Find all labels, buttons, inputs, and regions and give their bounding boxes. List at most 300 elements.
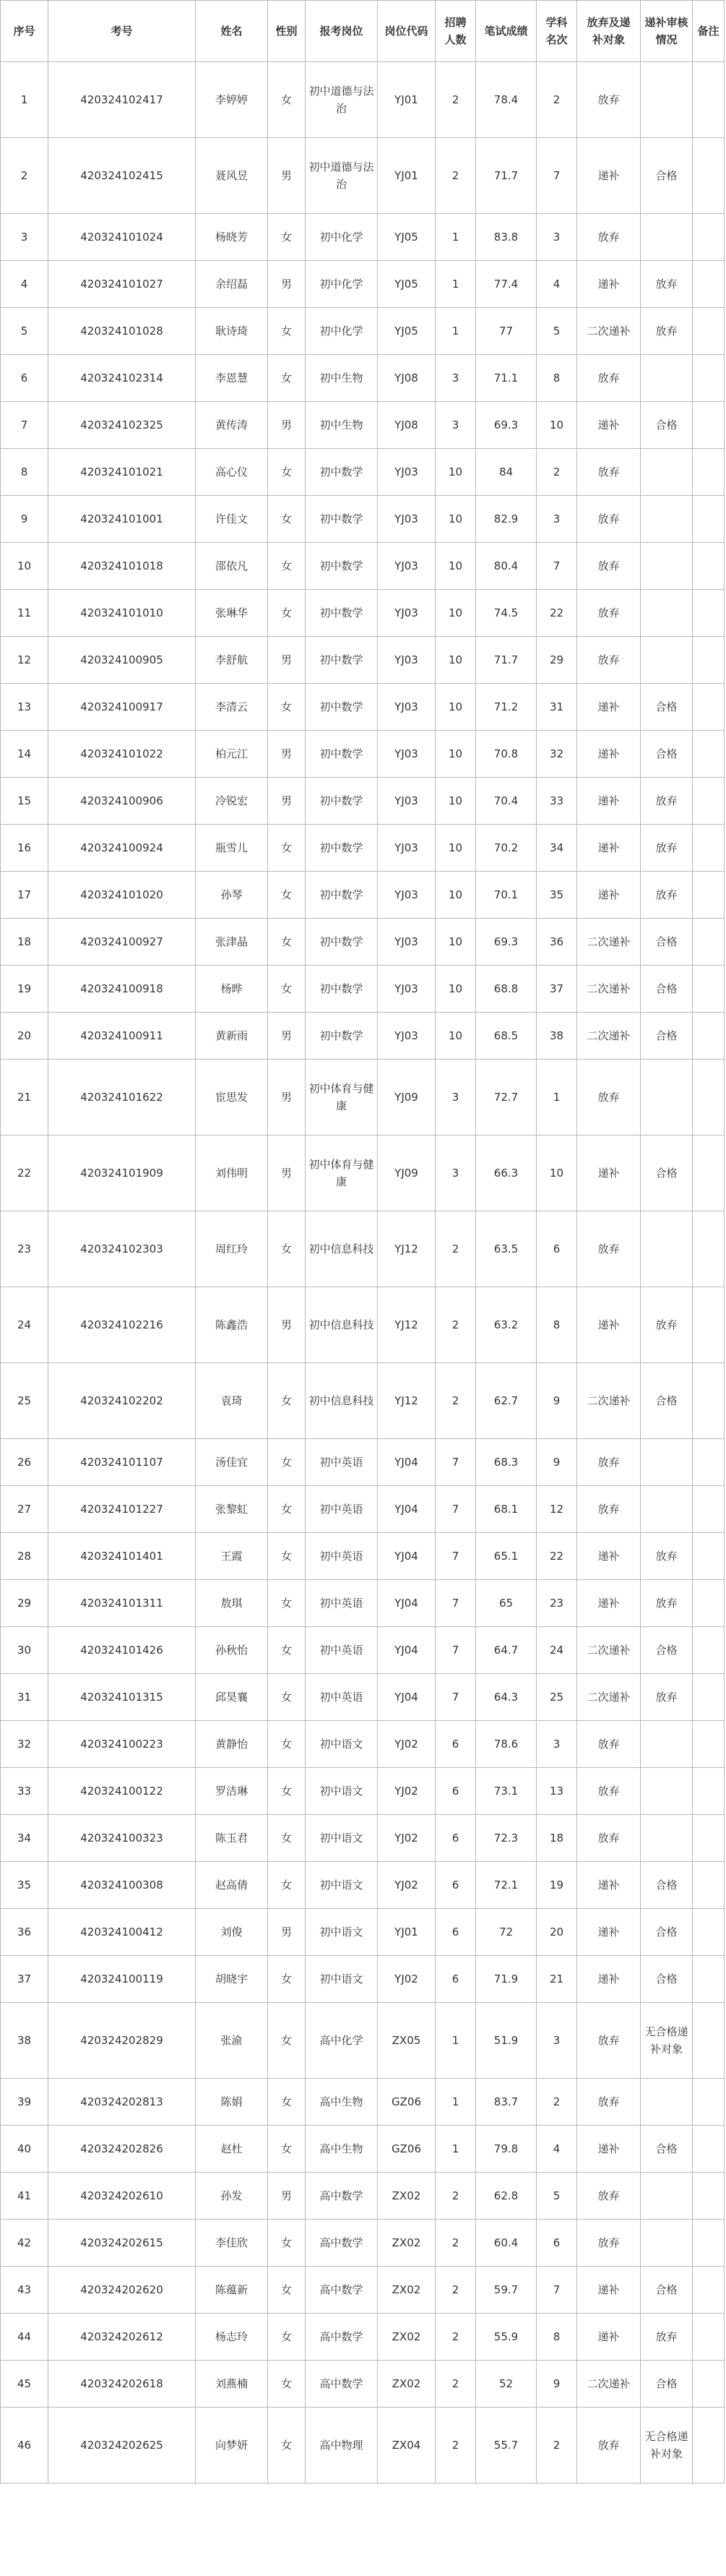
cell-recruit: 3 [436,402,476,449]
cell-gender: 男 [268,402,306,449]
cell-exam-no: 420324202625 [48,2408,196,2483]
cell-note [693,2173,725,2220]
cell-score: 64.7 [476,1627,537,1674]
cell-exam-no: 420324101107 [48,1439,196,1486]
cell-status: 放弃 [577,1211,641,1287]
cell-exam-no: 420324202620 [48,2267,196,2314]
cell-seq: 3 [1,214,48,261]
cell-code: YJ04 [378,1439,436,1486]
header-exam-no: 考号 [48,1,196,62]
cell-rank: 5 [537,308,577,355]
table-row [1,919,725,966]
cell-status: 二次递补 [577,1674,641,1721]
cell-gender: 女 [268,1439,306,1486]
table-row [1,1211,725,1287]
cell-note [693,1674,725,1721]
cell-recruit: 2 [436,2361,476,2408]
cell-gender: 女 [268,2079,306,2126]
cell-post: 初中语文 [306,1768,378,1815]
cell-rank: 1 [537,1060,577,1135]
cell-recruit: 10 [436,731,476,778]
cell-rank: 12 [537,1486,577,1533]
cell-seq: 27 [1,1486,48,1533]
cell-seq: 16 [1,825,48,872]
cell-code: YJ04 [378,1486,436,1533]
cell-recruit: 10 [436,825,476,872]
cell-post: 高中物理 [306,2408,378,2483]
cell-name: 汤佳宜 [196,1439,268,1486]
cell-gender: 女 [268,1533,306,1580]
table-row [1,355,725,402]
cell-exam-no: 420324102415 [48,138,196,214]
cell-code: GZ06 [378,2079,436,2126]
cell-rank: 10 [537,402,577,449]
cell-recruit: 2 [436,2173,476,2220]
cell-review [641,214,693,261]
cell-status: 递补 [577,1135,641,1211]
cell-rank: 5 [537,2173,577,2220]
cell-gender: 女 [268,2408,306,2483]
cell-rank: 3 [537,496,577,543]
cell-rank: 18 [537,1815,577,1862]
cell-exam-no: 420324202829 [48,2003,196,2079]
cell-rank: 37 [537,966,577,1013]
cell-recruit: 2 [436,62,476,138]
table-row [1,1439,725,1486]
cell-gender: 女 [268,1627,306,1674]
cell-gender: 女 [268,590,306,637]
cell-score: 70.2 [476,825,537,872]
cell-code: YJ02 [378,1862,436,1909]
cell-status: 递补 [577,1909,641,1956]
cell-name: 黄新雨 [196,1013,268,1060]
cell-code: YJ03 [378,778,436,825]
cell-recruit: 2 [436,2408,476,2483]
cell-gender: 女 [268,825,306,872]
cell-score: 65 [476,1580,537,1627]
cell-rank: 3 [537,214,577,261]
cell-note [693,449,725,496]
cell-name: 邱昊襄 [196,1674,268,1721]
cell-seq: 31 [1,1674,48,1721]
cell-review [641,355,693,402]
header-code: 岗位代码 [378,1,436,62]
table-row [1,590,725,637]
cell-gender: 男 [268,2173,306,2220]
cell-exam-no: 420324202826 [48,2126,196,2173]
cell-recruit: 2 [436,1287,476,1363]
cell-code: YJ04 [378,1627,436,1674]
cell-review [641,590,693,637]
cell-gender: 女 [268,1815,306,1862]
table-row [1,1363,725,1439]
cell-status: 二次递补 [577,1627,641,1674]
cell-code: ZX02 [378,2220,436,2267]
cell-status: 放弃 [577,1721,641,1768]
cell-name: 胡晓宇 [196,1956,268,2003]
cell-recruit: 1 [436,2079,476,2126]
table-row [1,966,725,1013]
cell-rank: 7 [537,2267,577,2314]
cell-status: 放弃 [577,2173,641,2220]
cell-name: 杨志玲 [196,2314,268,2361]
cell-rank: 2 [537,62,577,138]
cell-name: 冷锐宏 [196,778,268,825]
cell-name: 张琳华 [196,590,268,637]
cell-score: 82.9 [476,496,537,543]
cell-review [641,1768,693,1815]
cell-note [693,590,725,637]
table-row [1,308,725,355]
cell-seq: 34 [1,1815,48,1862]
cell-post: 初中化学 [306,261,378,308]
cell-recruit: 3 [436,355,476,402]
cell-gender: 女 [268,1956,306,2003]
cell-note [693,138,725,214]
cell-note [693,684,725,731]
cell-score: 52 [476,2361,537,2408]
cell-status: 递补 [577,138,641,214]
cell-seq: 40 [1,2126,48,2173]
cell-rank: 22 [537,1533,577,1580]
cell-gender: 男 [268,637,306,684]
cell-score: 72.7 [476,1060,537,1135]
cell-note [693,1721,725,1768]
cell-recruit: 2 [436,2314,476,2361]
table-row [1,872,725,919]
cell-note [693,1815,725,1862]
cell-name: 刘俊 [196,1909,268,1956]
cell-code: YJ03 [378,684,436,731]
cell-post: 初中数学 [306,919,378,966]
cell-score: 60.4 [476,2220,537,2267]
cell-code: YJ03 [378,496,436,543]
cell-score: 73.1 [476,1768,537,1815]
cell-post: 初中信息科技 [306,1363,378,1439]
cell-exam-no: 420324102314 [48,355,196,402]
cell-code: YJ01 [378,1909,436,1956]
cell-note [693,496,725,543]
cell-post: 初中道德与法治 [306,138,378,214]
cell-code: YJ03 [378,825,436,872]
cell-gender: 女 [268,2314,306,2361]
cell-score: 78.4 [476,62,537,138]
cell-score: 51.9 [476,2003,537,2079]
cell-code: ZX04 [378,2408,436,2483]
cell-recruit: 10 [436,590,476,637]
header-gender: 性别 [268,1,306,62]
cell-gender: 男 [268,731,306,778]
cell-score: 55.9 [476,2314,537,2361]
cell-rank: 29 [537,637,577,684]
cell-gender: 女 [268,919,306,966]
cell-gender: 女 [268,966,306,1013]
cell-rank: 22 [537,590,577,637]
cell-code: YJ09 [378,1060,436,1135]
cell-rank: 2 [537,449,577,496]
cell-gender: 女 [268,1580,306,1627]
cell-name: 向梦妍 [196,2408,268,2483]
cell-recruit: 10 [436,684,476,731]
cell-note [693,62,725,138]
table-row [1,1533,725,1580]
cell-status: 递补 [577,778,641,825]
table-row [1,402,725,449]
cell-rank: 20 [537,1909,577,1956]
cell-name: 高心仪 [196,449,268,496]
cell-name: 聂风昱 [196,138,268,214]
cell-seq: 19 [1,966,48,1013]
cell-exam-no: 420324100906 [48,778,196,825]
cell-seq: 4 [1,261,48,308]
cell-review [641,1060,693,1135]
cell-review: 放弃 [641,1533,693,1580]
table-row [1,214,725,261]
cell-gender: 男 [268,1060,306,1135]
cell-seq: 42 [1,2220,48,2267]
cell-score: 64.3 [476,1674,537,1721]
cell-seq: 10 [1,543,48,590]
cell-status: 递补 [577,684,641,731]
cell-rank: 3 [537,1721,577,1768]
cell-post: 初中生物 [306,402,378,449]
table-row [1,1013,725,1060]
cell-review: 放弃 [641,308,693,355]
cell-exam-no: 420324102303 [48,1211,196,1287]
cell-name: 袁琦 [196,1363,268,1439]
cell-recruit: 1 [436,308,476,355]
cell-name: 孙秋怡 [196,1627,268,1674]
cell-name: 陈鑫浩 [196,1287,268,1363]
cell-post: 高中数学 [306,2267,378,2314]
cell-seq: 41 [1,2173,48,2220]
cell-gender: 男 [268,261,306,308]
cell-score: 63.2 [476,1287,537,1363]
cell-note [693,1580,725,1627]
cell-gender: 女 [268,543,306,590]
cell-review: 合格 [641,1013,693,1060]
cell-post: 高中数学 [306,2220,378,2267]
table-row [1,1486,725,1533]
table-row [1,543,725,590]
cell-recruit: 1 [436,214,476,261]
header-status: 放弃及递 补对象 [577,1,641,62]
cell-status: 递补 [577,402,641,449]
cell-seq: 9 [1,496,48,543]
cell-score: 68.3 [476,1439,537,1486]
cell-status: 放弃 [577,590,641,637]
cell-recruit: 2 [436,1211,476,1287]
cell-score: 63.5 [476,1211,537,1287]
cell-status: 二次递补 [577,308,641,355]
cell-note [693,731,725,778]
cell-code: GZ06 [378,2126,436,2173]
cell-rank: 3 [537,2003,577,2079]
cell-review [641,62,693,138]
cell-post: 初中数学 [306,637,378,684]
cell-code: ZX05 [378,2003,436,2079]
cell-code: YJ04 [378,1580,436,1627]
cell-seq: 7 [1,402,48,449]
cell-status: 放弃 [577,1486,641,1533]
cell-recruit: 6 [436,1956,476,2003]
cell-exam-no: 420324102202 [48,1363,196,1439]
cell-name: 刘伟明 [196,1135,268,1211]
cell-status: 递补 [577,1287,641,1363]
cell-name: 宦思发 [196,1060,268,1135]
cell-review [641,496,693,543]
cell-rank: 31 [537,684,577,731]
cell-gender: 男 [268,778,306,825]
cell-rank: 8 [537,355,577,402]
table-row [1,684,725,731]
cell-exam-no: 420324101021 [48,449,196,496]
table-row [1,2173,725,2220]
cell-post: 初中语文 [306,1956,378,2003]
cell-name: 赵高倩 [196,1862,268,1909]
cell-score: 72.3 [476,1815,537,1862]
cell-exam-no: 420324100122 [48,1768,196,1815]
cell-note [693,355,725,402]
cell-score: 71.2 [476,684,537,731]
cell-name: 王霞 [196,1533,268,1580]
cell-note [693,1363,725,1439]
cell-post: 初中数学 [306,825,378,872]
cell-code: YJ03 [378,1013,436,1060]
cell-score: 62.8 [476,2173,537,2220]
cell-note [693,402,725,449]
cell-status: 递补 [577,2267,641,2314]
cell-seq: 43 [1,2267,48,2314]
cell-note [693,2079,725,2126]
cell-score: 68.8 [476,966,537,1013]
cell-code: YJ12 [378,1287,436,1363]
cell-status: 放弃 [577,1768,641,1815]
cell-post: 初中化学 [306,308,378,355]
cell-note [693,825,725,872]
cell-post: 初中信息科技 [306,1287,378,1363]
cell-post: 初中语文 [306,1862,378,1909]
cell-gender: 男 [268,1013,306,1060]
cell-seq: 35 [1,1862,48,1909]
table-row [1,62,725,138]
table-row [1,1287,725,1363]
cell-gender: 女 [268,308,306,355]
cell-rank: 9 [537,2361,577,2408]
cell-recruit: 7 [436,1439,476,1486]
cell-exam-no: 420324100119 [48,1956,196,2003]
cell-recruit: 1 [436,2126,476,2173]
cell-gender: 女 [268,1721,306,1768]
cell-seq: 38 [1,2003,48,2079]
table-row [1,2361,725,2408]
cell-recruit: 1 [436,261,476,308]
cell-rank: 10 [537,1135,577,1211]
cell-review: 合格 [641,2126,693,2173]
cell-score: 77.4 [476,261,537,308]
cell-exam-no: 420324100911 [48,1013,196,1060]
cell-note [693,2314,725,2361]
cell-exam-no: 420324202610 [48,2173,196,2220]
cell-gender: 女 [268,214,306,261]
cell-review: 无合格递补对象 [641,2408,693,2483]
cell-seq: 13 [1,684,48,731]
cell-review [641,1815,693,1862]
cell-rank: 7 [537,138,577,214]
cell-name: 柏元江 [196,731,268,778]
table-row [1,778,725,825]
cell-code: YJ03 [378,543,436,590]
table-row [1,1674,725,1721]
cell-name: 敖琪 [196,1580,268,1627]
cell-post: 高中数学 [306,2173,378,2220]
cell-recruit: 10 [436,449,476,496]
cell-exam-no: 420324101315 [48,1674,196,1721]
cell-post: 高中生物 [306,2079,378,2126]
header-note: 备注 [693,1,725,62]
cell-gender: 男 [268,1909,306,1956]
cell-review: 放弃 [641,1287,693,1363]
cell-recruit: 6 [436,1768,476,1815]
cell-gender: 女 [268,1211,306,1287]
cell-recruit: 7 [436,1533,476,1580]
cell-post: 初中语文 [306,1815,378,1862]
cell-seq: 5 [1,308,48,355]
cell-recruit: 10 [436,543,476,590]
cell-recruit: 6 [436,1721,476,1768]
cell-note [693,2361,725,2408]
cell-seq: 36 [1,1909,48,1956]
cell-status: 放弃 [577,449,641,496]
cell-exam-no: 420324101020 [48,872,196,919]
cell-post: 初中数学 [306,966,378,1013]
cell-exam-no: 420324202618 [48,2361,196,2408]
cell-status: 放弃 [577,2220,641,2267]
cell-code: YJ02 [378,1768,436,1815]
cell-exam-no: 420324100918 [48,966,196,1013]
cell-seq: 39 [1,2079,48,2126]
table-row [1,637,725,684]
cell-review: 放弃 [641,1580,693,1627]
cell-code: YJ02 [378,1721,436,1768]
cell-name: 张黎虹 [196,1486,268,1533]
cell-status: 递补 [577,1956,641,2003]
cell-recruit: 6 [436,1862,476,1909]
table-row [1,2314,725,2361]
table-row [1,2267,725,2314]
header-rank: 学科 名次 [537,1,577,62]
cell-exam-no: 420324102216 [48,1287,196,1363]
cell-review: 合格 [641,731,693,778]
cell-review: 合格 [641,402,693,449]
cell-seq: 17 [1,872,48,919]
cell-seq: 6 [1,355,48,402]
cell-post: 初中英语 [306,1439,378,1486]
cell-exam-no: 420324101018 [48,543,196,590]
cell-exam-no: 420324100308 [48,1862,196,1909]
cell-recruit: 10 [436,778,476,825]
table-row [1,825,725,872]
cell-name: 陈蕴新 [196,2267,268,2314]
header-name: 姓名 [196,1,268,62]
cell-note [693,1627,725,1674]
table-row [1,1627,725,1674]
cell-score: 72 [476,1909,537,1956]
cell-post: 初中数学 [306,684,378,731]
cell-code: YJ12 [378,1211,436,1287]
cell-seq: 30 [1,1627,48,1674]
cell-rank: 25 [537,1674,577,1721]
